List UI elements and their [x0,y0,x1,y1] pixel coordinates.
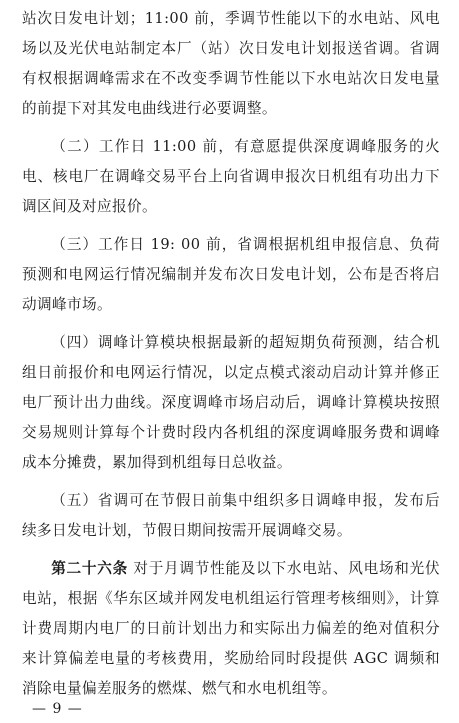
paragraph-item-4: （四）调峰计算模块根据最新的超短期负荷预测，结合机组日前报价和电网运行情况，以定点模式滚动启动计算并修正电厂预计出力曲线。深度调峰市场启动后，调峰计算模块按照交易规则计算每个计费时段内各机组的深度调峰服务费和调峰成本分摊费，累加得到机组每日总收益。 [22,334,440,471]
paragraph-item-2: （二）工作日 11:00 前，有意愿提供深度调峰服务的火电、核电厂在调峰交易平台上向省调申报次日机组有功出力下调区间及对应报价。 [22,138,440,215]
article-number: 第二十六条 [51,560,128,577]
article-text: 对于月调节性能及以下水电站、风电场和光伏电站，根据《华东区域并网发电机组运行管理考核细则》，计算计费周期内电厂的日前计划出力和实际出力偏差的绝对值积分来计算偏差电量的考核费用，奖励给同时段提供 AGC 调频和消除电量偏差服务的燃煤、燃气和水电机组等。 [22,560,440,697]
paragraph-item-3: （三）工作日 19: 00 前，省调根据机组申报信息、负荷预测和电网运行情况编制并发布次日发电计划，公布是否将启动调峰市场。 [22,236,440,313]
paragraph-item-5: （五）省调可在节假日前集中组织多日调峰申报，发布后续多日发电计划，节假日期间按需开展调峰交易。 [22,492,440,539]
article-26-paragraph [22,554,440,704]
document-page [22,4,440,712]
page-number: — 9 — [32,701,83,717]
paragraph-continued: 站次日发电计划；11:00 前，季调节性能以下的水电站、风电场以及光伏电站制定本厂（站）次日发电计划报送省调。省调有权根据调峰需求在不改变季调节性能以下水电站次日发电量的前提下对其发电曲线进行必要调整。 [22,10,440,117]
